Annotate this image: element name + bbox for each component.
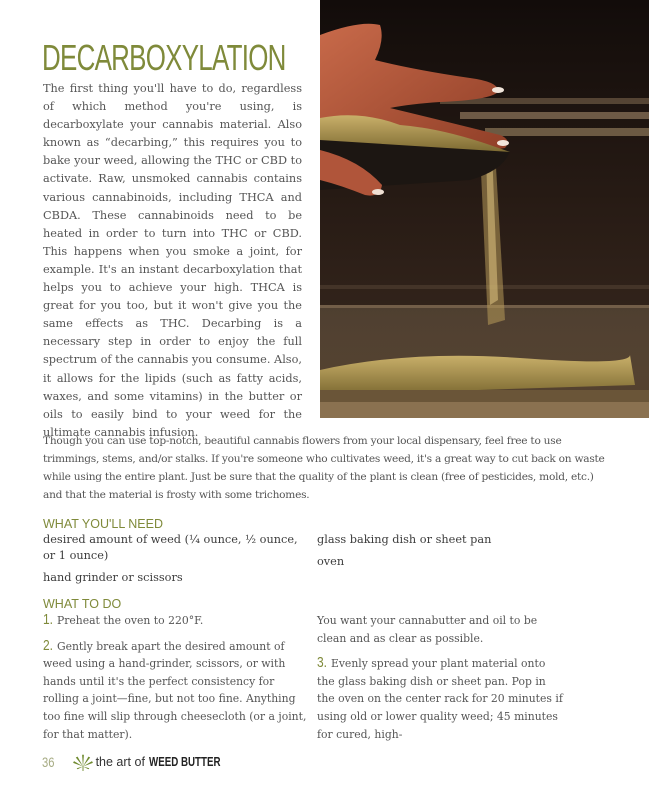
oven-decarb-photo (320, 0, 649, 418)
steps-list-left (43, 611, 311, 750)
materials-text: Though you can use top-notch, beautiful cannabis flowers from your local dispensary, feel free to use trimmings, stems, and/or stalks. If you're someone who cultivates weed, it's a great way to cut back on waste while using the entire plant. Just be sure that the quality of the plant is clean (free of pesticides, mold, etc.) and that the material is frosty with some trichomes. (43, 435, 605, 502)
needs-item: oven (317, 555, 345, 568)
step-text: Evenly spread your plant material onto the glass baking dish or sheet pan. Pop in the oven on the center rack for 20 minutes if using old or lower quality weed; 45 minutes for cured, high- (317, 657, 563, 741)
step-text: Preheat the oven to 220°F. (56, 614, 204, 627)
intro-text: The first thing you'll have to do, regardless of which method you're using, is decarboxylate your cannabis material. Also known as “decarbing,” this requires you to bake your weed, allowing the THC or CBD to activate. Raw, unsmoked cannabis contains various cannabinoids, including THCA and CBDA. These cannabinoids need to be heated in order to turn into THC or CBD. This happens when you smoke a joint, for example. It's an instant decarboxylation that helps you to achieve your high. THCA is great for you too, but it won't give you the same effects as THC. Decarbing is a necessary step in order to enjoy the full spectrum of the cannabis you consume. Also, it allows for the lipids (such as fatty acids, waxes, and some vitamins) in the butter or oils to easily bind to your weed for the ultimate cannabis infusion. (43, 82, 302, 439)
cannabis-leaf-icon (72, 753, 94, 771)
brand-name: WEED BUTTER (148, 755, 221, 769)
materials-paragraph (43, 432, 609, 504)
needs-item: hand grinder or scissors (43, 571, 183, 584)
step-item (43, 637, 311, 744)
needs-list-right (317, 532, 597, 576)
steps-heading: WHAT TO DO (43, 597, 122, 611)
step-item (43, 611, 311, 630)
step-item (317, 654, 565, 743)
needs-heading: WHAT YOU'LL NEED (43, 517, 164, 531)
steps-list-right (317, 612, 565, 750)
page-title: DECARBOXYLATION (42, 37, 286, 78)
brand-prefix: the art of (95, 755, 145, 769)
needs-item: glass baking dish or sheet pan (317, 533, 492, 546)
needs-item: desired amount of weed (¼ ounce, ½ ounce, or 1 ounce) (43, 533, 298, 562)
step-number: 1. (43, 611, 54, 628)
page-footer (42, 752, 241, 772)
step-number: 2. (43, 636, 54, 654)
step-text: Gently break apart the desired amount of weed using a hand-grinder, scissors, or with hands until it's the perfect consistency for rolling a joint—fine, but not too fine. Anything too fine will slip through cheesecloth (or a joint, for that matter). (43, 639, 307, 741)
page-number: 36 (42, 754, 55, 770)
needs-list-left (43, 532, 311, 592)
step-number: 3. (317, 654, 328, 672)
intro-paragraph (43, 80, 302, 442)
photo-illustration (320, 0, 649, 418)
step-continuation: You want your cannabutter and oil to be clean and as clear as possible. (317, 614, 538, 645)
